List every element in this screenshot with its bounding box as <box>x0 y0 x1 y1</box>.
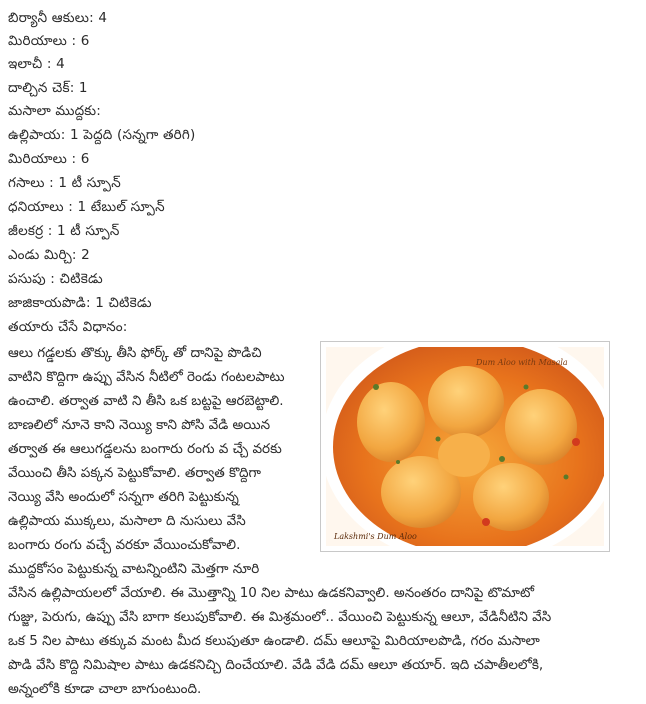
herb-garnish <box>436 437 441 442</box>
method-line: ఉల్లిపాయ ముక్కలు, మసాలా ది నుసులు వేసి <box>8 513 246 529</box>
method-line: ఉంచాలి. తర్వాత వాటి ని తీసి ఒక బట్టపై ఆరబెట్టాలి. <box>8 393 284 409</box>
method-line: నెయ్యి వేసి అందులో సన్నగా తరిగి పెట్టుకున్న <box>8 489 239 505</box>
ingredient-line: జాజికాయపొడి: 1 చిటికెడు <box>8 295 152 311</box>
herb-garnish <box>396 460 400 464</box>
potato <box>438 433 490 477</box>
ingredient-line: మిరియాలు : 6 <box>8 151 90 167</box>
tomato-piece <box>482 518 490 526</box>
method-line: అన్నంలోకి కూడా చాలా బాగుంటుంది. <box>8 681 202 697</box>
ingredient-line: పసుపు : చిటికెడు <box>8 271 103 287</box>
herb-garnish <box>564 475 569 480</box>
method-line: బంగారు రంగు వచ్చే వరకూ వేయించుకోవాలి. <box>8 537 241 553</box>
ingredient-line: గసాలు : 1 టీ స్పూన్ <box>8 175 121 191</box>
dum-aloo-photo <box>326 347 604 546</box>
method-paragraph-full <box>8 581 638 701</box>
herb-garnish <box>373 384 379 390</box>
ingredient-line: బిర్యానీ ఆకులు: 4 <box>8 10 108 26</box>
method-line: ఆలు గడ్డలకు తొక్కు తీసి ఫోర్క్ తో దానిపై పొడిచి <box>8 345 262 361</box>
method-line: తర్వాత ఈ ఆలుగడ్డలను బంగారు రంగు వ చ్చే వరకు <box>8 441 282 457</box>
ingredient-line: జీలకర్ర : 1 టీ స్పూన్ <box>8 223 120 239</box>
photo-caption-bottom: Lakshmi's Dum Aloo <box>334 532 417 541</box>
dish-photo-frame <box>320 341 610 552</box>
method-line: వేసిన ఉల్లిపాయలలో వేయాలి. ఈ మొత్తాన్ని 10 నిల పాటు ఉడకనివ్వాలి. అనంతరం దానిపై టొమాటో <box>8 585 534 601</box>
section-heading-method: తయారు చేసే విధానం: <box>8 319 128 335</box>
photo-caption-top: Dum Aloo with Masala <box>476 358 568 367</box>
ingredient-line: ఉల్లిపాయ: 1 పెద్దది (సన్నగా తరిగి) <box>8 127 196 143</box>
method-line: బాణలిలో నూనె కాని నెయ్యి కాని పోసి వేడి అయిన <box>8 417 271 433</box>
method-line: ముద్దకోసం పెట్టుకున్న వాటన్నింటిని మెత్తగా నూరి <box>8 561 260 577</box>
potato <box>357 382 425 462</box>
potato <box>428 366 504 438</box>
ingredient-line: ఇలాచీ : 4 <box>8 56 65 72</box>
potato <box>505 389 577 465</box>
method-paragraph-wrapped <box>8 341 313 581</box>
method-line: గుజ్జు, పెరుగు, ఉప్పు వేసి బాగా కలుపుకోవాలి. ఈ మిశ్రమంలో.. వేయించి పెట్టుకున్న ఆలూ, వేడినీటిని వేసి <box>8 609 552 625</box>
ingredient-line: మిరియాలు : 6 <box>8 33 90 49</box>
method-line: వాటిని కొద్దిగా ఉప్పు వేసిన నీటిలో రెండు గంటలపాటు <box>8 369 285 385</box>
method-line: పొడి వేసి కొద్ది నిమిషాల పాటు ఉడకనిచ్చి దించేయాలి. వేడి వేడి దమ్ ఆలూ తయార్. ఇది చపాతీలలోకి, <box>8 657 544 673</box>
tomato-piece <box>572 438 580 446</box>
ingredient-line: ఎండు మిర్చి: 2 <box>8 247 90 263</box>
section-heading-masala: మసాలా ముద్దకు: <box>8 103 101 119</box>
method-line: ఒక 5 నిల పాటు తక్కువ మంట మీద కలుపుతూ ఉండాలి. దమ్ ఆలూపై మిరియాలపొడి, గరం మసాలా <box>8 633 540 649</box>
ingredient-line: ధనియాలు : 1 టేబుల్ స్పూన్ <box>8 199 165 215</box>
ingredient-line: దాల్చిన చెక్: 1 <box>8 80 88 96</box>
method-line: వేయించి తీసి పక్కన పెట్టుకోవాలి. తర్వాత కొద్దిగా <box>8 465 261 481</box>
herb-garnish <box>499 456 505 462</box>
herb-garnish <box>524 385 529 390</box>
